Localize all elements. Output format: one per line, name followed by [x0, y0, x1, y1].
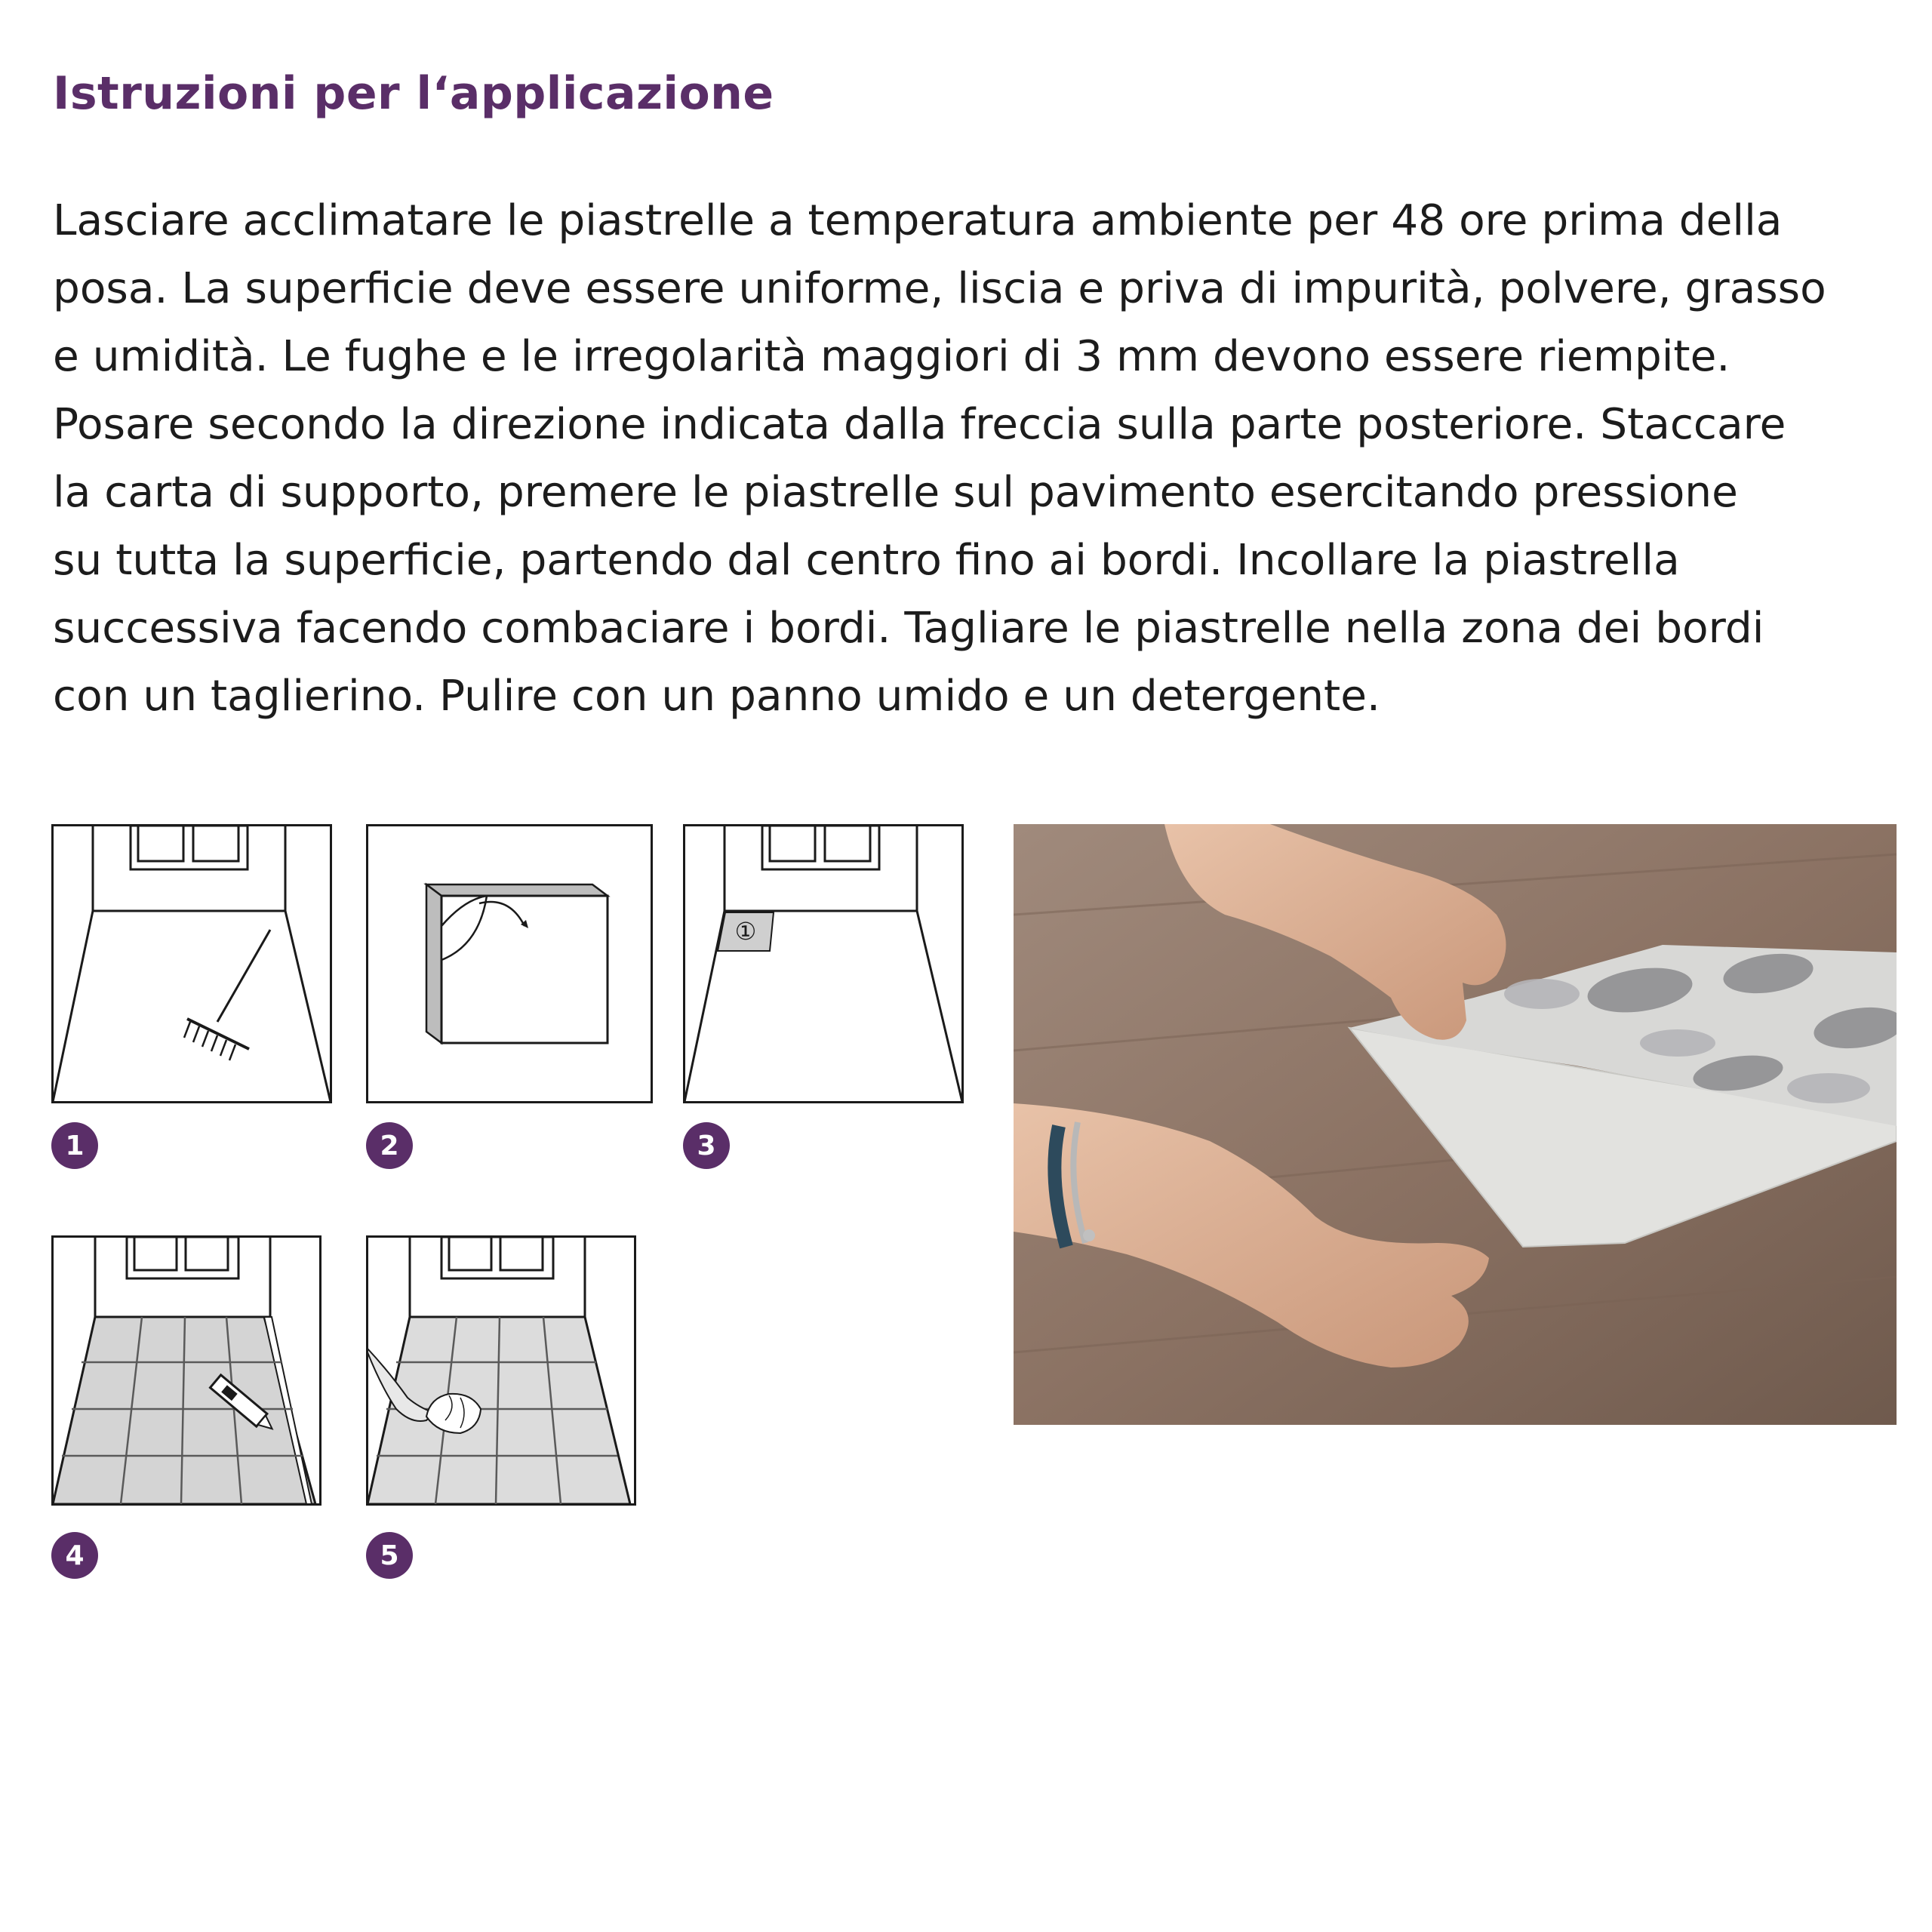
- instructions-line: Posare secondo la direzione indicata dalla freccia sulla parte posteriore. Staccare: [53, 400, 1786, 449]
- step-5-illustration: [366, 1235, 636, 1506]
- step-1-illustration: [51, 824, 332, 1103]
- instructions-line: successiva facendo combaciare i bordi. Tagliare le piastrelle nella zona dei bordi: [53, 604, 1764, 653]
- instructions-paragraph: [53, 187, 1894, 731]
- step-3-illustration: [683, 824, 964, 1103]
- instructions-line: la carta di supporto, premere le piastrelle sul pavimento esercitando pressione: [53, 468, 1738, 517]
- step-number-badge: 4: [51, 1532, 98, 1579]
- wipe-floor-cloth-icon: [366, 1235, 636, 1506]
- hands-peeling-tile-backing-photo: [1014, 824, 1897, 1425]
- rake-sweep-floor-icon: [51, 824, 332, 1103]
- step-number-badge: 1: [51, 1122, 98, 1169]
- step-4-illustration: [51, 1235, 321, 1506]
- step-number-badge: 5: [366, 1532, 413, 1579]
- photo-illustration: [1014, 824, 1897, 1425]
- peel-backing-paper-icon: [366, 824, 653, 1103]
- instructions-line: Lasciare acclimatare le piastrelle a temperatura ambiente per 48 ore prima della: [53, 196, 1783, 245]
- step-number-badge: 2: [366, 1122, 413, 1169]
- cut-tile-with-cutter-icon: [51, 1235, 321, 1506]
- page-title: Istruzioni per l‘applicazione: [53, 67, 774, 120]
- instructions-line: su tutta la superficie, partendo dal centro fino ai bordi. Incollare la piastrella: [53, 536, 1680, 585]
- step-number-badge: 3: [683, 1122, 730, 1169]
- first-tile-marker: ①: [734, 917, 757, 946]
- instructions-line: posa. La superficie deve essere uniforme, liscia e priva di impurità, polvere, grasso: [53, 264, 1826, 313]
- instructions-line: e umidità. Le fughe e le irregolarità maggiori di 3 mm devono essere riempite.: [53, 332, 1730, 381]
- step-2-illustration: [366, 824, 653, 1103]
- instructions-line: con un taglierino. Pulire con un panno umido e un detergente.: [53, 672, 1380, 721]
- place-first-tile-icon: [683, 824, 964, 1103]
